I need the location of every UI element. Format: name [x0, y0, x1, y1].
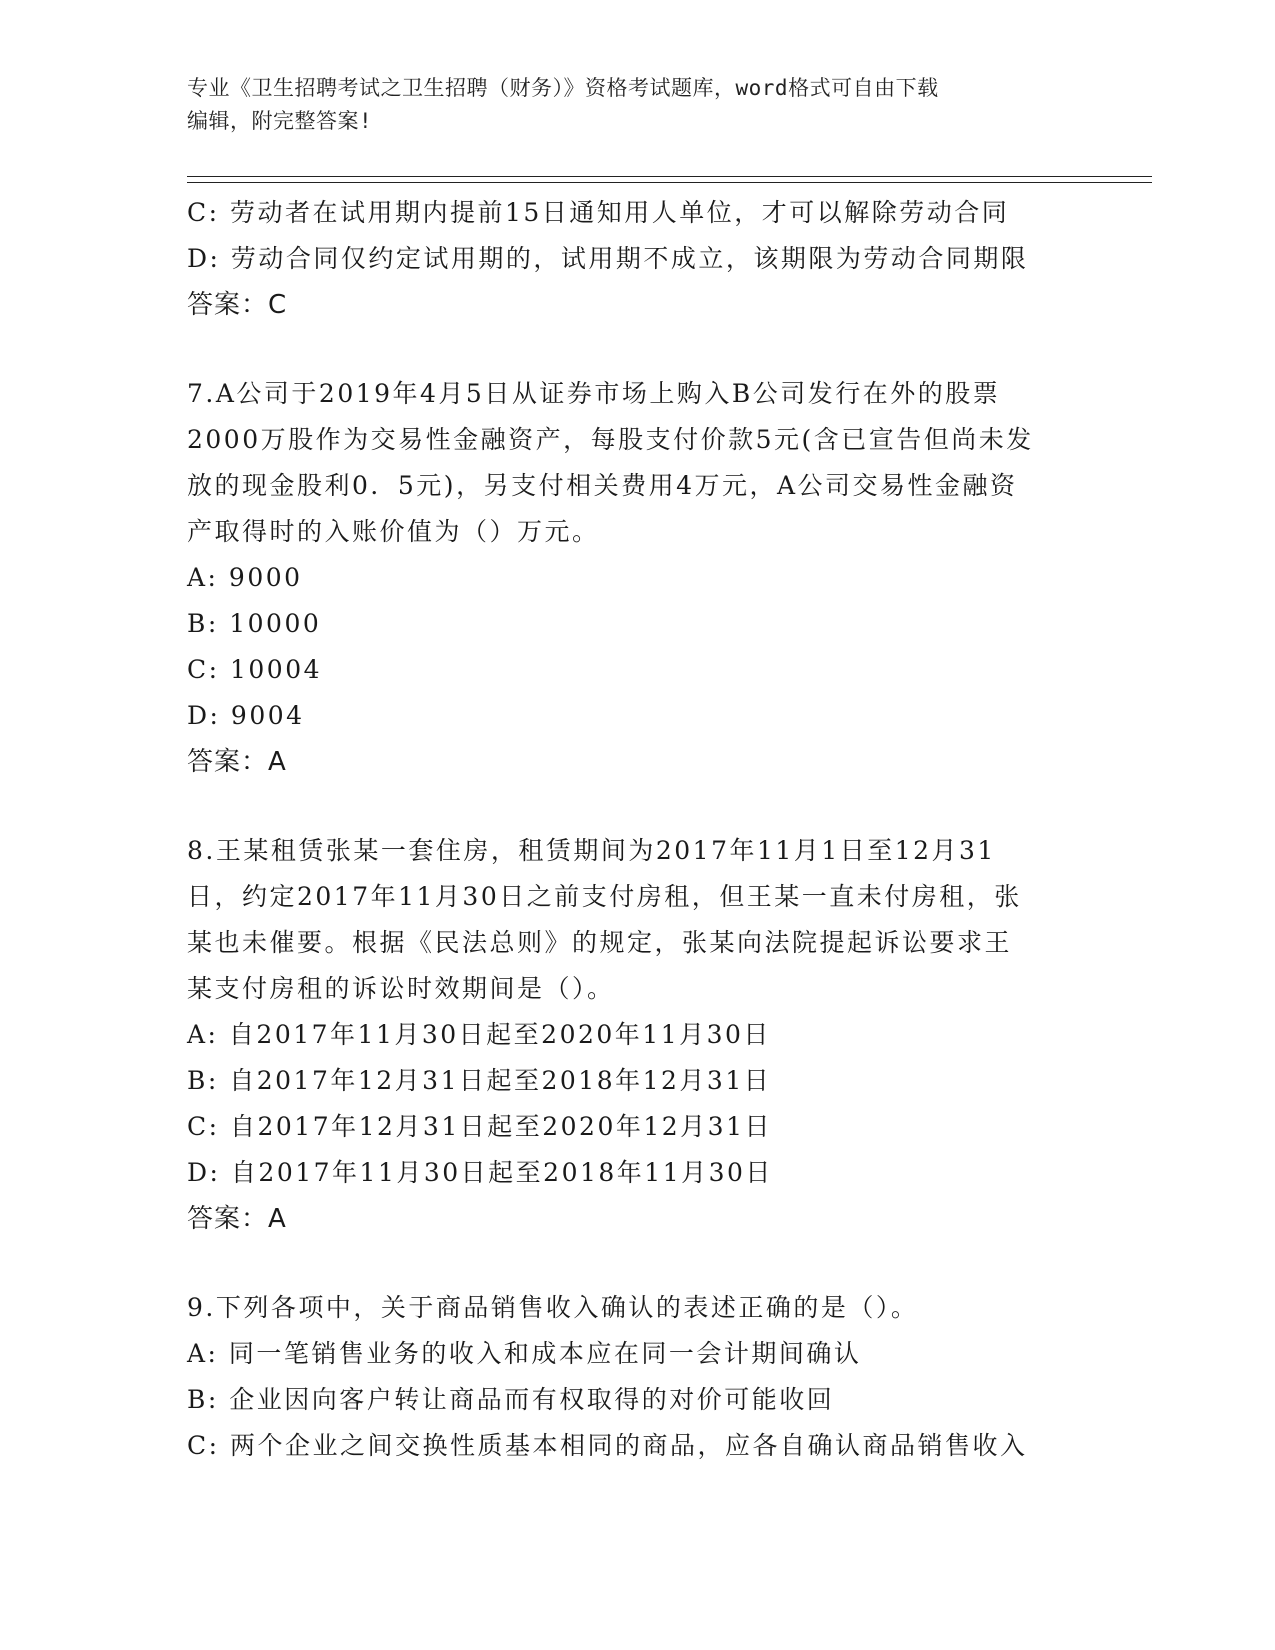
question-6-tail: [187, 190, 1067, 328]
option-c: C: 10004: [187, 655, 323, 684]
question-stem-line: 放的现金股利0．5元)，另支付相关费用4万元，A公司交易性金融资: [187, 471, 1018, 500]
answer: 答案：A: [187, 747, 287, 777]
option-b: B: 企业因向客户转让商品而有权取得的对价可能收回: [187, 1385, 835, 1414]
option-b: B: 10000: [187, 609, 322, 638]
header-line-1: 专业《卫生招聘考试之卫生招聘（财务）》资格考试题库，word格式可自由下载: [187, 76, 939, 100]
question-stem-line: 2000万股作为交易性金融资产，每股支付价款5元(含已宣告但尚未发: [187, 425, 1034, 454]
option-b: B: 自2017年12月31日起至2018年12月31日: [187, 1066, 772, 1095]
question-stem-line: 9.下列各项中，关于商品销售收入确认的表述正确的是（）。: [187, 1293, 919, 1322]
question-content: [187, 190, 1067, 1469]
header-divider-bottom: [187, 182, 1152, 183]
option-a: A: 自2017年11月30日起至2020年11月30日: [187, 1020, 771, 1049]
answer: 答案：A: [187, 1204, 287, 1234]
document-header: [187, 72, 1067, 138]
option-d: D: 劳动合同仅约定试用期的，试用期不成立，该期限为劳动合同期限: [187, 244, 1029, 273]
option-d: D: 9004: [187, 701, 305, 730]
question-stem-line: 产取得时的入账价值为（）万元。: [187, 517, 600, 546]
option-a: A: 同一笔销售业务的收入和成本应在同一会计期间确认: [187, 1339, 862, 1368]
question-stem-line: 日，约定2017年11月30日之前支付房租，但王某一直未付房租，张: [187, 882, 1022, 911]
header-line-2: 编辑，附完整答案!: [187, 109, 373, 133]
option-c: C: 两个企业之间交换性质基本相同的商品，应各自确认商品销售收入: [187, 1431, 1028, 1460]
question-stem-line: 8.王某租赁张某一套住房，租赁期间为2017年11月1日至12月31: [187, 836, 996, 865]
question-stem-line: 某也未催要。根据《民法总则》的规定，张某向法院提起诉讼要求王: [187, 928, 1013, 957]
question-7: [187, 371, 1067, 785]
option-d: D: 自2017年11月30日起至2018年11月30日: [187, 1158, 773, 1187]
question-stem-line: 某支付房租的诉讼时效期间是（）。: [187, 974, 615, 1003]
option-c: C: 劳动者在试用期内提前15日通知用人单位，才可以解除劳动合同: [187, 198, 1010, 227]
question-9: [187, 1285, 1067, 1469]
option-c: C: 自2017年12月31日起至2020年12月31日: [187, 1112, 772, 1141]
question-stem-line: 7.A公司于2019年4月5日从证券市场上购入B公司发行在外的股票: [187, 379, 1001, 408]
header-divider-top: [187, 176, 1152, 177]
option-a: A: 9000: [187, 563, 303, 592]
answer: 答案：C: [187, 290, 288, 320]
question-8: [187, 828, 1067, 1242]
